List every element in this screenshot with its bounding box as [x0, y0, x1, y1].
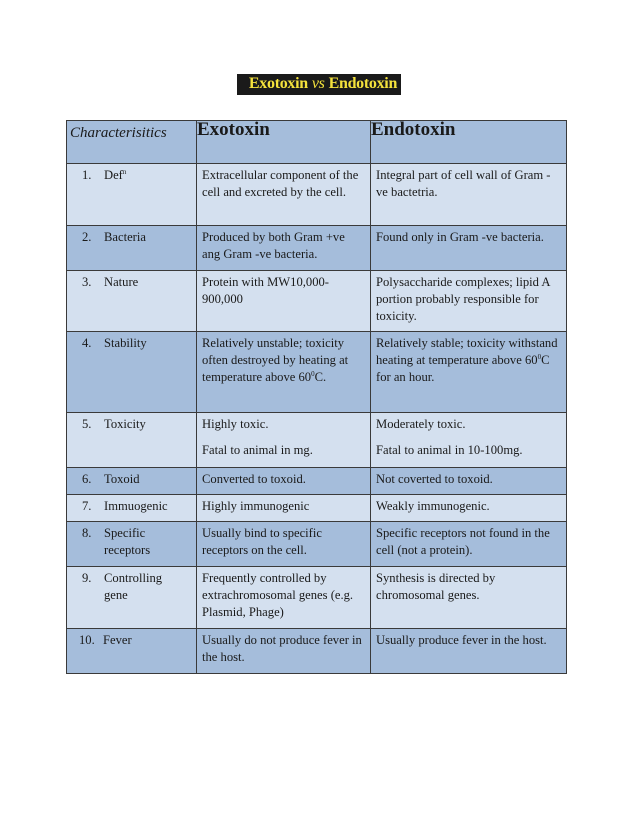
- row-label: Specific: [104, 526, 146, 540]
- table-row: [67, 522, 567, 567]
- header-characteristics: Characterisitics: [67, 121, 197, 164]
- endotoxin-cell: Not coverted to toxoid.: [376, 472, 493, 486]
- row-label: Bacteria: [104, 230, 146, 244]
- exotoxin-cell: [197, 413, 370, 459]
- endotoxin-text-end: C for an hour.: [376, 353, 550, 384]
- row-label: Fever: [103, 633, 132, 647]
- title-vs: vs: [311, 75, 325, 92]
- exotoxin-cell: Highly immunogenic: [202, 499, 310, 513]
- endotoxin-cell: Weakly immunogenic.: [376, 499, 490, 513]
- endotoxin-cell: [371, 413, 566, 459]
- table-row: [67, 164, 567, 226]
- degree-sup: 0: [311, 369, 315, 378]
- title-wrap: [0, 74, 638, 95]
- exotoxin-cell: Usually bind to specific receptors on the cell.: [202, 526, 322, 557]
- endotoxin-text: Relatively stable; toxicity withstand heating at temperature above 60: [376, 336, 558, 367]
- exotoxin-cell: Protein with MW10,000-900,000: [202, 275, 329, 306]
- row-label: Stability: [104, 336, 147, 350]
- header-endotoxin: Endotoxin: [371, 121, 567, 164]
- table-row: [67, 413, 567, 468]
- exotoxin-cell: Produced by both Gram +ve ang Gram -ve bacteria.: [202, 230, 345, 261]
- table-row: [67, 567, 567, 629]
- exotoxin-text: Relatively unstable; toxicity often destroyed by heating at temperature above 60: [202, 336, 349, 384]
- table-row: [67, 271, 567, 332]
- endotoxin-cell: Polysaccharide complexes; lipid A portion probably responsible for toxicity.: [376, 275, 550, 323]
- endotoxin-line: Moderately toxic.: [376, 417, 466, 431]
- header-exotoxin: Exotoxin: [197, 121, 371, 164]
- row-number: 6.: [82, 472, 92, 486]
- row-label: Toxicity: [104, 417, 146, 431]
- row-label-sup: n: [122, 167, 127, 176]
- endotoxin-cell: Integral part of cell wall of Gram -ve bactetria.: [376, 168, 551, 199]
- exotoxin-cell: Extracellular component of the cell and excreted by the cell.: [202, 168, 359, 199]
- endotoxin-cell: Found only in Gram -ve bacteria.: [376, 230, 544, 244]
- exotoxin-line-2: Fatal to animal in mg.: [202, 443, 313, 457]
- exotoxin-cell: Usually do not produce fever in the host.: [202, 633, 362, 664]
- row-number: 1.: [82, 168, 92, 182]
- endotoxin-cell: Usually produce fever in the host.: [376, 633, 547, 647]
- row-number: 5.: [82, 417, 92, 431]
- row-number: 2.: [82, 230, 92, 244]
- row-label: Immuogenic: [104, 499, 168, 513]
- row-label: Controlling: [104, 571, 163, 585]
- row-number: 3.: [82, 275, 92, 289]
- row-label-2: receptors: [104, 543, 151, 557]
- exotoxin-cell: Frequently controlled by extrachromosomal genes (e.g. Plasmid, Phage): [202, 571, 354, 619]
- exotoxin-text-end: C.: [314, 370, 327, 384]
- page-title: [237, 74, 401, 95]
- row-number: 9.: [82, 571, 92, 585]
- header-row: [67, 121, 567, 164]
- endotoxin-line-2: Fatal to animal in 10-100mg.: [376, 443, 523, 457]
- exotoxin-line: Highly toxic.: [202, 417, 269, 431]
- table-row: [67, 226, 567, 271]
- table-row: [67, 468, 567, 495]
- endotoxin-cell: [371, 332, 566, 386]
- table-row: [67, 629, 567, 674]
- row-number: 4.: [82, 336, 92, 350]
- row-label: Toxoid: [104, 472, 140, 486]
- endotoxin-cell: Specific receptors not found in the cell (not a protein).: [376, 526, 550, 557]
- comparison-table: [66, 120, 567, 674]
- row-number: 8.: [82, 526, 92, 540]
- row-label-2: gene: [104, 588, 128, 602]
- title-endotoxin: Endotoxin: [328, 75, 398, 92]
- exotoxin-cell: Converted to toxoid.: [202, 472, 306, 486]
- degree-sup: 0: [537, 352, 542, 361]
- row-label: Nature: [104, 275, 139, 289]
- row-number: 10.: [79, 633, 95, 647]
- table-row: [67, 495, 567, 522]
- row-label: Def: [104, 168, 123, 182]
- table-row: [67, 332, 567, 413]
- title-exotoxin: Exotoxin: [248, 75, 308, 92]
- row-number: 7.: [82, 499, 92, 513]
- exotoxin-cell: [197, 332, 370, 386]
- endotoxin-cell: Synthesis is directed by chromosomal genes.: [376, 571, 496, 602]
